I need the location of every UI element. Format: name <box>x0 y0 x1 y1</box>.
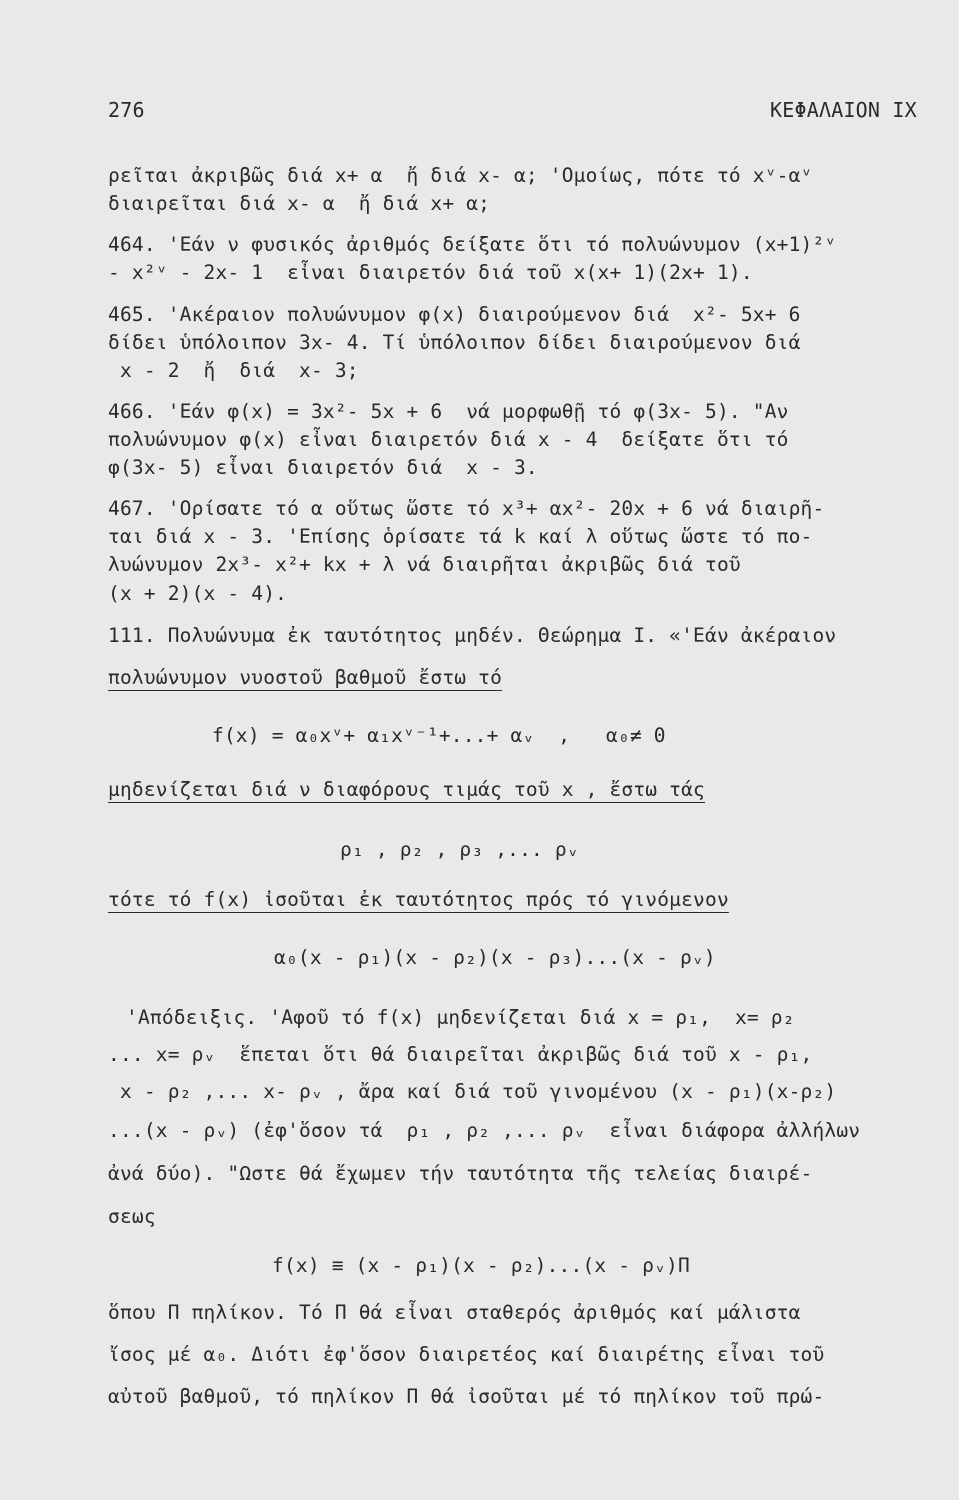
section-111-heading: 111. Πολυώνυμα ἐκ ταυτότητος μηδέν. Θεώρημα I. «'Εάν ἀκέραιον <box>108 624 837 647</box>
proof-line: αὐτοῦ βαθμοῦ, τό πηλίκον Π θά ἰσοῦται μέ τό πηλίκον τοῦ πρώ- <box>108 1385 825 1408</box>
text-line: (x + 2)(x - 4). <box>108 582 288 605</box>
exercise-466: 466. 'Εάν φ(x) = 3x²- 5x + 6 νά μορφωθῇ τό φ(3x- 5). "Αν <box>108 400 789 423</box>
text-line: φ(3x- 5) εἶναι διαιρετόν διά x - 3. <box>108 456 538 479</box>
proof-line: 'Απόδειξις. 'Αφοῦ τό f(x) μηδενίζεται διά x = ρ₁, x= ρ₂ <box>126 1006 795 1029</box>
product-formula: α₀(x - ρ₁)(x - ρ₂)(x - ρ₃)...(x - ρᵥ) <box>274 946 716 969</box>
theorem-line: μηδενίζεται διά ν διαφόρους τιμάς τοῦ x , ἔστω τάς <box>108 778 705 801</box>
exercise-464: 464. 'Εάν ν φυσικός ἀριθμός δείξατε ὅτι τό πολυώνυμον (x+1)²ᵛ <box>108 233 837 256</box>
proof-line: x - ρ₂ ,... x- ρᵥ , ἄρα καί διά τοῦ γινομένου (x - ρ₁)(x-ρ₂) <box>108 1080 837 1103</box>
proof-line: ὅπου Π πηλίκον. Τό Π θά εἶναι σταθερός ἀριθμός καί μάλιστα <box>108 1301 801 1324</box>
page-number: 276 <box>108 98 145 122</box>
text-line: διαιρεῖται διά x- α ἤ διά x+ α; <box>108 192 491 215</box>
text-line: ται διά x - 3. 'Επίσης ὁρίσατε τά k καί λ οὕτως ὥστε τό πο- <box>108 525 813 548</box>
proof-line: σεως <box>108 1205 156 1228</box>
text-line: πολυώνυμον φ(x) εἶναι διαιρετόν διά x - 4 δείξατε ὅτι τό <box>108 428 789 451</box>
exercise-467: 467. 'Ορίσατε τό α οὕτως ὥστε τό x³+ αx²- 20x + 6 νά διαιρῆ- <box>108 497 825 520</box>
proof-line: ... x= ρᵥ ἕπεται ὅτι θά διαιρεῖται ἀκριβῶς διά τοῦ x - ρ₁, <box>108 1043 813 1066</box>
text-line: ρεῖται ἀκριβῶς διά x+ α ἤ διά x- α; 'Ομοίως, πότε τό xᵛ-αᵛ <box>108 164 813 187</box>
proof-line: ...(x - ρᵥ) (ἐφ'ὅσον τά ρ₁ , ρ₂ ,... ρᵥ εἶναι διάφορα ἀλλήλων <box>108 1119 861 1142</box>
text-line: δίδει ὑπόλοιπον 3x- 4. Τί ὑπόλοιπον δίδει διαιρούμενον διά <box>108 331 801 354</box>
proof-line: ἴσος μέ α₀. Διότι ἐφ'ὅσον διαιρετέος καί διαιρέτης εἶναι τοῦ <box>108 1343 825 1366</box>
text-line: x - 2 ἤ διά x- 3; <box>108 359 359 382</box>
division-identity: f(x) ≡ (x - ρ₁)(x - ρ₂)...(x - ρᵥ)Π <box>272 1254 690 1277</box>
proof-line: ἀνά δύο). "Ωστε θά ἔχωμεν τήν ταυτότητα τῆς τελείας διαιρέ- <box>108 1162 813 1185</box>
text-line: λυώνυμον 2x³- x²+ kx + λ νά διαιρῆται ἀκριβῶς διά τοῦ <box>108 553 741 576</box>
text-line: - x²ᵛ - 2x- 1 εἶναι διαιρετόν διά τοῦ x(x+ 1)(2x+ 1). <box>108 261 753 284</box>
theorem-line: πολυώνυμον νυοστοῦ βαθμοῦ ἔστω τό <box>108 666 503 689</box>
roots-list: ρ₁ , ρ₂ , ρ₃ ,... ρᵥ <box>340 838 579 861</box>
theorem-line: τότε τό f(x) ἰσοῦται ἐκ ταυτότητος πρός τό γινόμενον <box>108 888 729 911</box>
polynomial-formula: f(x) = α₀xᵛ+ α₁xᵛ⁻¹+...+ αᵥ , α₀≠ 0 <box>212 724 666 747</box>
exercise-465: 465. 'Ακέραιον πολυώνυμον φ(x) διαιρούμενον διά x²- 5x+ 6 <box>108 303 801 326</box>
chapter-title: ΚΕΦΑΛΑΙΟΝ IX <box>770 98 917 122</box>
